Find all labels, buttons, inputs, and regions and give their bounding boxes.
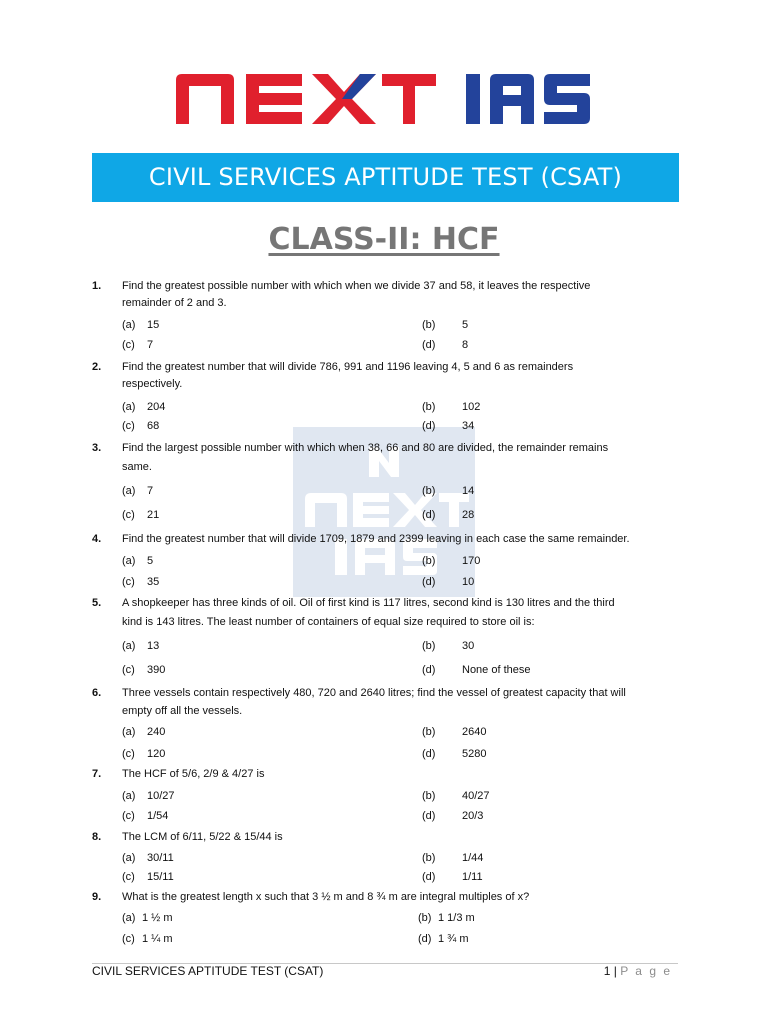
option-value: 21 (147, 509, 160, 521)
question-text: empty off all the vessels. (122, 705, 243, 717)
option-value: 240 (147, 726, 166, 738)
page-label: P a g e (620, 964, 672, 978)
option-label: (b) (422, 555, 436, 567)
option-value: 40/27 (462, 790, 490, 802)
question-text: Find the greatest number that will divide 1709, 1879 and 2399 leaving in each case the same remainder. (122, 533, 630, 545)
next-ias-logo (0, 70, 768, 133)
option-label: (a) (122, 912, 136, 924)
question-text: remainder of 2 and 3. (122, 297, 227, 309)
option-label: (d) (422, 339, 436, 351)
option-value: 2640 (462, 726, 487, 738)
question-text: kind is 143 litres. The least number of containers of equal size required to store oil is: (122, 616, 535, 628)
option-label: (c) (122, 810, 135, 822)
question-number: 5. (92, 597, 102, 609)
option-value: 7 (147, 485, 154, 497)
option-value: 14 (462, 485, 475, 497)
question-text: Find the greatest possible number with which when we divide 37 and 58, it leaves the respective (122, 280, 591, 292)
option-value: 10 (462, 576, 475, 588)
logo-mark-icon (174, 70, 594, 128)
option-value: 35 (147, 576, 160, 588)
option-label: (d) (422, 748, 436, 760)
option-value: 28 (462, 509, 475, 521)
option-label: (a) (122, 401, 136, 413)
question-text: Find the greatest number that will divide 786, 991 and 1196 leaving 4, 5 and 6 as remainders (122, 361, 574, 373)
option-value: 102 (462, 401, 481, 413)
option-label: (a) (122, 790, 136, 802)
option-label: (c) (122, 576, 135, 588)
option-value: 5 (147, 555, 154, 567)
option-label: (d) (422, 509, 436, 521)
option-value: 34 (462, 420, 475, 432)
option-label: (d) (422, 576, 436, 588)
option-label: (b) (418, 912, 432, 924)
option-value: 5 (462, 319, 469, 331)
option-label: (a) (122, 640, 136, 652)
option-label: (a) (122, 555, 136, 567)
option-value: 204 (147, 401, 166, 413)
option-label: (b) (422, 401, 436, 413)
option-value: 15/11 (147, 871, 174, 883)
option-label: (a) (122, 485, 136, 497)
question-number: 8. (92, 831, 102, 843)
option-label: (c) (122, 748, 135, 760)
option-label: (d) (422, 420, 436, 432)
question-text: respectively. (122, 378, 183, 390)
option-label: (d) (422, 810, 436, 822)
option-label: (b) (422, 485, 436, 497)
option-value: 1 ½ m (142, 912, 173, 924)
question-text: What is the greatest length x such that 3 ½ m and 8 ¾ m are integral multiples of x? (122, 891, 530, 903)
option-value: 8 (462, 339, 469, 351)
option-value: 120 (147, 748, 166, 760)
footer-page-indicator (604, 964, 672, 978)
question-number: 7. (92, 768, 102, 780)
question-number: 3. (92, 442, 102, 454)
option-label: (c) (122, 339, 135, 351)
question-text: A shopkeeper has three kinds of oil. Oil of first kind is 117 litres, second kind is 130 litres and the third (122, 597, 615, 609)
question-text: Find the largest possible number with which when 38, 66 and 80 are divided, the remainder remains (122, 442, 609, 454)
option-label: (d) (422, 871, 436, 883)
option-label: (b) (422, 852, 436, 864)
option-label: (b) (422, 726, 436, 738)
option-value: 10/27 (147, 790, 175, 802)
question-number: 4. (92, 533, 102, 545)
question-text: same. (122, 461, 152, 473)
option-value: 1 1/3 m (438, 912, 475, 924)
option-value: 7 (147, 339, 154, 351)
footer-title: CIVIL SERVICES APTITUDE TEST (CSAT) (92, 964, 324, 978)
page-title: CLASS-II: HCF (268, 222, 500, 257)
option-label: (c) (122, 664, 135, 676)
option-value: None of these (462, 664, 531, 676)
option-value: 30/11 (147, 852, 174, 864)
question-number: 2. (92, 361, 102, 373)
option-value: 1 ¼ m (142, 933, 173, 945)
option-label: (c) (122, 933, 135, 945)
option-label: (d) (422, 664, 436, 676)
option-value: 1/44 (462, 852, 484, 864)
option-label: (a) (122, 852, 136, 864)
option-value: 1/11 (462, 871, 483, 883)
option-label: (d) (418, 933, 432, 945)
question-text: The HCF of 5/6, 2/9 & 4/27 is (122, 768, 265, 780)
option-value: 68 (147, 420, 160, 432)
option-label: (b) (422, 790, 436, 802)
question-text: The LCM of 6/11, 5/22 & 15/44 is (122, 831, 283, 843)
option-value: 1/54 (147, 810, 169, 822)
page-number: 1 (603, 964, 611, 978)
option-value: 15 (147, 319, 160, 331)
question-number: 6. (92, 687, 102, 699)
option-value: 5280 (462, 748, 487, 760)
option-label: (a) (122, 726, 136, 738)
option-value: 20/3 (462, 810, 484, 822)
option-label: (a) (122, 319, 136, 331)
question-text: Three vessels contain respectively 480, 720 and 2640 litres; find the vessel of greatest capacity that will (122, 687, 626, 699)
option-label: (b) (422, 319, 436, 331)
course-banner: CIVIL SERVICES APTITUDE TEST (CSAT) (92, 153, 679, 202)
question-number: 9. (92, 891, 102, 903)
option-label: (c) (122, 509, 135, 521)
option-label: (b) (422, 640, 436, 652)
option-value: 390 (147, 664, 166, 676)
option-value: 170 (462, 555, 481, 567)
option-value: 30 (462, 640, 475, 652)
option-value: 13 (147, 640, 160, 652)
option-value: 1 ¾ m (438, 933, 469, 945)
page-separator: | (613, 964, 617, 978)
question-number: 1. (92, 280, 102, 292)
option-label: (c) (122, 871, 135, 883)
option-label: (c) (122, 420, 135, 432)
